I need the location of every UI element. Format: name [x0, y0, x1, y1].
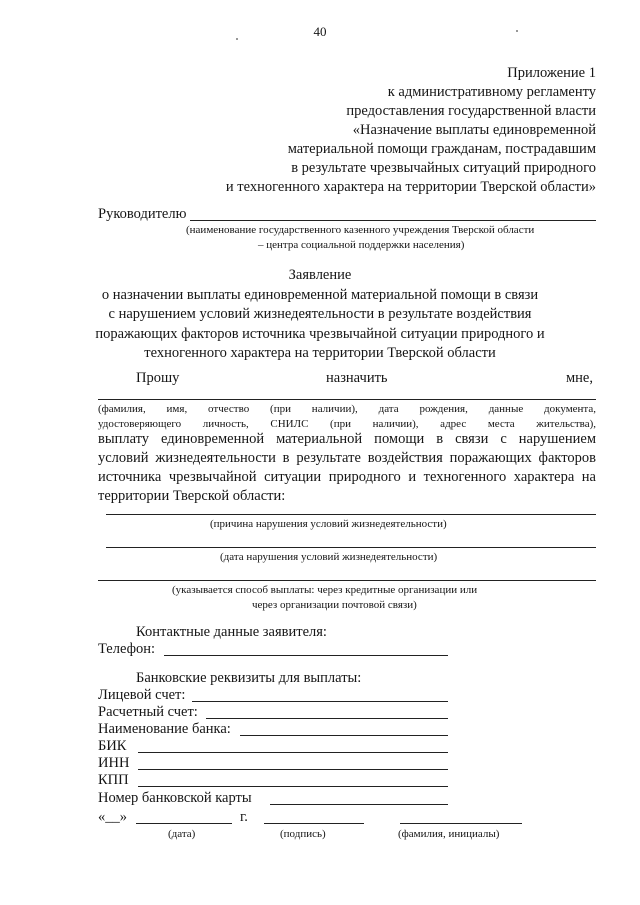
personal-account-field[interactable]: [192, 701, 448, 702]
inn-label: ИНН: [98, 755, 130, 771]
annex-line: материальной помощи гражданам, пострадавшим: [287, 141, 596, 157]
request-word-1: Прошу: [136, 370, 180, 386]
date-caption-label: (дата): [168, 828, 196, 840]
scan-speck: [236, 38, 238, 40]
payment-caption: (указывается способ выплаты: через кредитные организации или: [172, 584, 478, 596]
kpp-field[interactable]: [138, 786, 448, 787]
annex-line: Приложение 1: [507, 65, 596, 81]
reason-line[interactable]: [106, 514, 596, 515]
annex-line: и техногенного характера на территории Тверской области»: [225, 179, 596, 195]
bik-field[interactable]: [138, 752, 448, 753]
title-heading: Заявление: [288, 267, 352, 283]
phone-field[interactable]: [164, 655, 448, 656]
signature-date-field[interactable]: [136, 823, 232, 824]
scan-speck: [516, 30, 518, 32]
request-body-line: источника чрезвычайной ситуации природного и техногенного характера на: [98, 469, 596, 485]
title-line: с нарушением условий жизнедеятельности в результате воздействия: [108, 306, 532, 322]
bank-name-field[interactable]: [240, 735, 448, 736]
bik-label: БИК: [98, 738, 127, 754]
annex-line: предоставления государственной власти: [346, 103, 596, 119]
signature-field[interactable]: [264, 823, 364, 824]
request-body-line: выплату единовременной материальной помощи в связи с нарушением: [98, 431, 596, 447]
title-line: о назначении выплаты единовременной материальной помощи в связи: [101, 286, 539, 303]
applicant-line[interactable]: [98, 399, 596, 400]
addressee-caption: – центра социальной поддержки населения): [258, 239, 465, 251]
year-suffix: г.: [240, 809, 248, 825]
date-day-prefix: «__»: [98, 809, 127, 825]
title-line: техногенного характера на территории Тверской области: [144, 345, 496, 361]
card-number-field[interactable]: [270, 804, 448, 805]
applicant-caption: удостоверяющего личность, СНИЛС (при наличии), адрес места жительства),: [98, 418, 596, 430]
settlement-account-field[interactable]: [206, 718, 448, 719]
annex-line: в результате чрезвычайных ситуаций природного: [291, 160, 596, 176]
reason-caption: (причина нарушения условий жизнедеятельности): [210, 518, 447, 530]
bank-heading: Банковские реквизиты для выплаты:: [136, 670, 362, 686]
addressee-caption: (наименование государственного казенного учреждения Тверской области: [186, 224, 535, 236]
full-name-field[interactable]: [400, 823, 522, 824]
name-caption: (фамилия, инициалы): [398, 828, 500, 840]
annex-header: [226, 64, 596, 197]
personal-account-label: Лицевой счет:: [98, 687, 186, 703]
phone-label: Телефон:: [98, 641, 156, 657]
annex-line: «Назначение выплаты единовременной: [352, 122, 596, 138]
applicant-caption: (фамилия, имя, отчество (при наличии), дата рождения, данные документа,: [98, 403, 596, 415]
kpp-label: КПП: [98, 772, 129, 788]
request-word-3: мне,: [566, 370, 593, 386]
page-number: 40: [313, 24, 327, 39]
title-line: поражающих факторов источника чрезвычайной ситуации природного и: [95, 325, 545, 342]
signature-caption: (подпись): [280, 828, 326, 840]
bank-name-label: Наименование банка:: [98, 721, 231, 737]
contacts-heading: Контактные данные заявителя:: [136, 624, 327, 640]
request-body-line: условий жизнедеятельности в результате воздействия поражающих факторов: [98, 450, 596, 466]
date-line[interactable]: [106, 547, 596, 548]
request-word-2: назначить: [326, 370, 388, 386]
payment-line[interactable]: [98, 580, 596, 581]
date-caption: (дата нарушения условий жизнедеятельности): [220, 551, 438, 563]
request-body-line: территории Тверской области:: [98, 488, 286, 504]
card-number-label: Номер банковской карты: [98, 790, 252, 806]
settlement-account-label: Расчетный счет:: [98, 704, 198, 720]
payment-caption: через организации почтовой связи): [252, 599, 417, 611]
addressee-label: Руководителю: [98, 206, 187, 222]
annex-line: к административному регламенту: [387, 84, 596, 100]
addressee-line[interactable]: [190, 220, 596, 221]
inn-field[interactable]: [138, 769, 448, 770]
document-title: [0, 266, 640, 364]
